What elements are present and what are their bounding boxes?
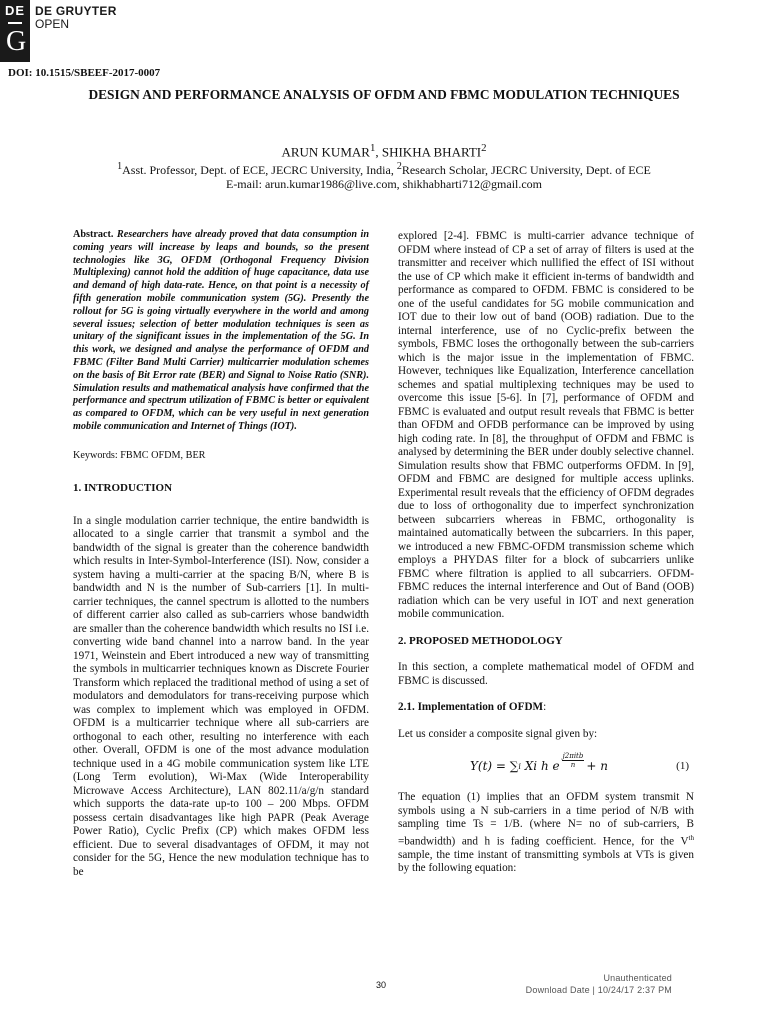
right-column	[398, 230, 694, 876]
subsection-2-1-colon: :	[543, 701, 547, 713]
left-column	[73, 229, 369, 879]
author-1-sup: 1	[369, 142, 376, 154]
equation-lead-in: Let us consider a composite signal given by:	[398, 727, 598, 740]
keywords: Keywords: FBMC OFDM, BER	[73, 449, 206, 461]
affiliation-text-1: Asst. Professor, Dept. of ECE, JECRC University, India,	[122, 163, 397, 177]
equation-sum-index: i	[518, 762, 521, 772]
equation-number: (1)	[676, 760, 689, 773]
email-line: E-mail: arun.kumar1986@live.com, shikhabharti712@gmail.com	[225, 177, 543, 191]
equation-lhs: Y(t) = ∑	[470, 759, 519, 774]
affiliation-text-2: Research Scholar, JECRC University, Dept. of ECE	[401, 163, 651, 177]
abstract	[73, 229, 369, 434]
publisher-logo	[0, 0, 123, 62]
equation-rhs: + n	[586, 759, 608, 774]
publisher-name-line2: OPEN	[35, 17, 70, 31]
author-2-sup: 2	[481, 142, 487, 154]
abstract-label: Abstract.	[73, 229, 114, 240]
post-equation-sup: th	[688, 833, 694, 842]
logo-letters-top: DE	[5, 3, 26, 18]
watermark-line-2: Download Date | 10/24/17 2:37 PM	[525, 985, 672, 995]
equation-exponent-numerator: j2πitb	[562, 751, 584, 760]
publisher-name-line1: DE GRUYTER	[35, 4, 117, 18]
equation-exponent-denominator: n	[570, 760, 576, 769]
logo-letters-bottom: G	[6, 26, 27, 57]
publisher-logo-mark	[0, 0, 30, 62]
doi: DOI: 10.1515/SBEEF-2017-0007	[8, 67, 161, 79]
equation-middle: Xi h e	[524, 759, 560, 774]
abstract-text: Researchers have already proved that data consumption in coming years will increase by leaps and bounds, so the present technologies like 3G, OFDM (Orthogonal Frequency Division Multiplexing) cannot hold the addition of huge capacitance, data use and demand of high data-rate. Hence, on that point is a necessity of fifth generation mobile communication system (5G). Presently the rollout for 5G is going virtually everywhere in the world and among several issues; selection of better modulation techniques is seen as unitary of the significant issues in the implementation of the 5G. In this work, we designed and analyse the performance of OFDM and FBMC (Filter Band Multi Carrier) multicarrier modulation schemes on the basis of Bit Error rate (BER) and Signal to Noise Ratio (SNR). Simulation results and mathematical analysis have confirmed that the performance and spectrum utilization of FBMC is better or equivalent as compared to OFDM, which can be very useful in next generation mobile communication and Internet of Things (IOT).	[73, 229, 370, 432]
author-1: ARUN KUMAR	[281, 144, 370, 160]
download-watermark	[526, 972, 672, 996]
authors	[0, 142, 768, 160]
post-equation-text-b: sample, the time instant of transmitting symbols at VTs is given by the following equation:	[398, 848, 694, 875]
affiliation-line	[0, 160, 768, 177]
paper-title: DESIGN AND PERFORMANCE ANALYSIS OF OFDM AND FBMC MODULATION TECHNIQUES	[88, 87, 680, 102]
section-1-heading: 1. INTRODUCTION	[73, 482, 173, 495]
publisher-name	[35, 5, 117, 31]
affiliation	[0, 160, 768, 191]
continuation-paragraph: explored [2-4]. FBMC is multi-carrier advance technique of OFDM where instead of CP a set of array of filters is used at the transmitter and receiver which nullified the effect of ISI without the use of CP which make it efficient in-terms of bandwidth and performance as compared to OFDM. FBMC is considered to be one of the useful candidates for 5G mobile communication and IOT due to their low out of band (OOB) radiation. Due to the internal interference, use of no Cyclic-prefix between the symbols, FBMC loses the orthogonally between the sub-carriers which is the major issue in the implementation of FBMC. However, techniques like Equalization, Interference cancellation schemes and spatial multiplexing techniques may be used to overcome this issue [5-6]. In [7], performance of OFDM and FBMC is evaluated and output result reveals that FBMC is better than OFDM and OFDB performance can be improved by using high coding rate. In [8], the throughput of OFDM and FBMC is analysed by determining the BER under doubly selective channel. Simulation results show that FBMC outperforms OFDM. In [9], OFDM and FBMC are designed for multiple access uplinks. Experimental result reveals that the efficiency of OFDM degrades due to loss of orthogonality due to imperfect synchronization between subcarriers whereas in FBMC, orthogonality is maintained automatically between the subcarriers. In this paper, we introduced a new FBMC-OFDM transmission scheme which employs a PHYDAS filter for a block of subcarriers unlike FBMC where filtration is applied to all subcarriers. OFDM-FBMC reduces the internal interference and Out of Band (OOB) radiation which can be very useful in IOT and next generation mobile communication.	[398, 230, 694, 620]
subsection-2-1-heading	[398, 701, 694, 715]
post-equation-paragraph	[398, 791, 694, 876]
subsection-2-1-title: 2.1. Implementation of OFDM	[398, 701, 544, 713]
logo-divider	[8, 22, 22, 24]
affiliation-sup-1: 1	[117, 161, 123, 172]
author-2: SHIKHA BHARTI	[381, 144, 482, 160]
equation-1	[398, 751, 694, 779]
author-separator: ,	[375, 144, 382, 160]
section-2-heading: 2. PROPOSED METHODOLOGY	[398, 634, 563, 647]
equation-body	[470, 751, 608, 776]
equation-exponent	[562, 752, 585, 769]
page-number: 30	[376, 980, 387, 990]
watermark-line-1: Unauthenticated	[603, 973, 672, 983]
section-1-paragraph: In a single modulation carrier technique, the entire bandwidth is allocated to a single carrier that transmit a symbol and the bandwidth of the signal is greater than the coherence bandwidth which results in Inter-Symbol-Interference (ISI). Now, consider a system having a multi-carrier at the spacing B/N, where B is bandwidth and N is the number of Sub-carriers [1]. In multi-carrier techniques, the cannel spectrum is allotted to the numbers of different carrier also called as sub-carriers whose bandwidth are smaller than the coherence bandwidth which results no ISI i.e. converting wide band channel into a narrow band. In the year 1971, Weinstein and Ebert introduced a new way of transmitting the symbols in multicarrier techniques known as Discrete Fourier Transform which replaced the traditional method of using a set of modulators and demodulators for trans-receiving purpose which was complex to implement which was employed in OFDM. OFDM is a multicarrier technique where all sub-carriers are orthogonal to each other, resulting no interference with each other. Overall, OFDM is one of the most advance modulation technique used in a 4G mobile communication system like LTE (Long Term evolution), Wi-Max (Wide Interoperability Microwave Access Architecture), LAN 802.11/a/g/n standard which supports the data-rate up-to 100 – 200 Mbps. OFDM possess certain disadvantages like high PAPR (Peak Average Power Ratio), Cyclic Prefix (CP) which makes OFDM less efficient. Due to several disadvantages of OFDM, it may not consider for the 5G, Hence the new modulation technique has to be	[73, 514, 369, 878]
section-2-intro: In this section, a complete mathematical model of OFDM and FBMC is discussed.	[398, 661, 694, 687]
post-equation-text-a: The equation (1) implies that an OFDM system transmit N symbols using a N sub-carriers in a time period of N/B with sampling time Ts = 1/B. (where N= no of sub-carriers, B =bandwidth) and h is fading coefficient. Hence, for the V	[398, 791, 694, 848]
affiliation-sup-2: 2	[396, 161, 402, 172]
